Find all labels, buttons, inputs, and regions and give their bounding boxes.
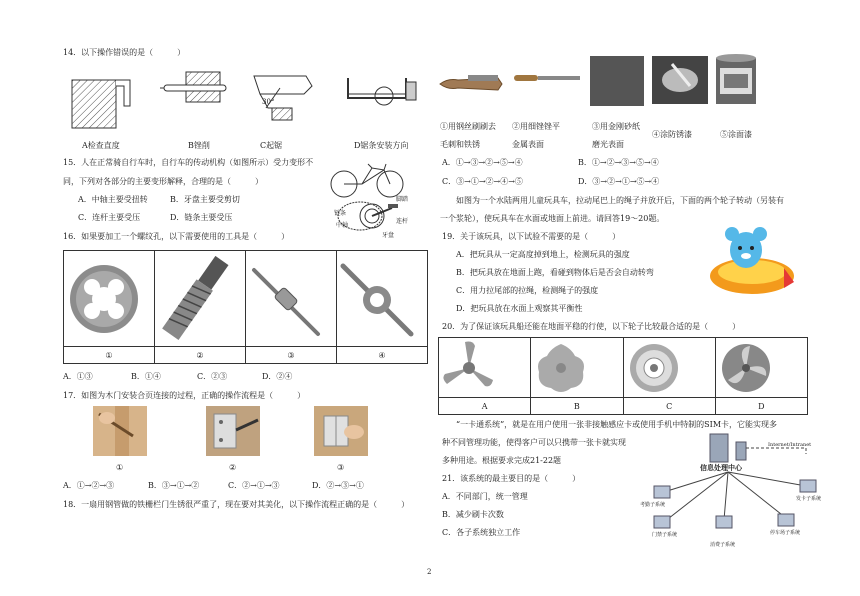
q20-wheel-b — [531, 338, 623, 398]
q16-tool-tap — [155, 251, 246, 347]
q18-option-d: D．③→②→①→⑤→④ — [578, 177, 660, 186]
q17-photo-3 — [314, 406, 368, 456]
q18-step2-line2: 金属表面 — [512, 140, 544, 149]
q20-stem: 20．为了保证该玩具船还能在地面平稳的行使，以下轮子比较最合适的是（ ） — [442, 322, 741, 331]
q16-option-d: D．②④ — [262, 372, 293, 381]
q15-label-chain: 链条 — [334, 210, 347, 217]
q16-tool-die — [64, 251, 155, 347]
q16-label-4: ④ — [337, 347, 428, 364]
q19-option-a: A．把玩具从一定高度掉到地上，检测玩具的强度 — [456, 250, 630, 259]
network-node-access: 门禁子系统 — [652, 532, 678, 538]
network-center-label: 信息处理中心 — [700, 463, 742, 472]
q17-label-1: ① — [116, 463, 124, 472]
q20-wheels-table — [438, 337, 808, 415]
q14-caption-d: D锯条安装方向 — [354, 141, 409, 150]
q16-stem: 16．如果要加工一个螺纹孔，以下需要使用的工具是（ ） — [63, 232, 290, 241]
q16-option-b: B．①④ — [131, 372, 161, 381]
q20-label-a: A — [439, 398, 531, 415]
q21-stem: 21．该系统的最主要目的是（ ） — [442, 474, 581, 483]
q15-label-crank: 连杆 — [396, 218, 409, 225]
q18-photo-file — [512, 70, 582, 86]
q15-stem-2: 同，下列对各部分的主要变形解释，合理的是（ ） — [63, 177, 263, 186]
q17-label-3: ③ — [337, 463, 345, 472]
q16-option-a: A．①③ — [63, 372, 93, 381]
q21-option-c: C．各子系统独立工作 — [442, 528, 521, 537]
q18-step1-line2: 毛刺和铁锈 — [440, 140, 480, 149]
q17-option-d: D．②→③→① — [312, 481, 364, 490]
q18-step2-line1: ②用细锉锉平 — [512, 122, 560, 131]
q19-option-b: B．把玩具放在地面上跑，看碰到物体后是否会自动转弯 — [456, 268, 654, 277]
q18-step3-line2: 磨光表面 — [592, 140, 624, 149]
q16-tool-die-stock — [337, 251, 428, 347]
q15-option-b: B．牙盘主要受剪切 — [170, 195, 240, 204]
q18-step3-line1: ③用金刚砂纸 — [592, 122, 640, 131]
q14-caption-a: A检查直度 — [82, 141, 120, 150]
q14-stem: 14．以下操作错误的是（ ） — [63, 48, 186, 57]
q20-label-b: B — [531, 398, 623, 415]
q17-option-c: C．②→①→③ — [228, 481, 280, 490]
q14-caption-b: B锉削 — [188, 141, 210, 150]
q14-angle-label: 30° — [262, 98, 275, 106]
q14-fig-a — [70, 76, 132, 134]
q18-option-b: B．①→②→③→⑤→④ — [578, 158, 659, 167]
page-number: 2 — [427, 568, 432, 576]
q18-step4-label: ④涂防锈漆 — [652, 130, 692, 139]
q15-stem-1: 15．人在正常骑自行车时，自行车的传动机构（如图所示）受力变形不 — [63, 158, 314, 167]
q15-option-c: C．连杆主要受压 — [78, 213, 141, 222]
q16-option-c: C．②③ — [197, 372, 228, 381]
q19-option-d: D．把玩具放在水面上观察其平衡性 — [456, 304, 583, 313]
q18-photo-paint-can — [712, 52, 760, 106]
network-diagram — [636, 430, 832, 552]
q18-option-a: A．①→③→②→⑤→④ — [442, 158, 523, 167]
q20-wheel-c — [623, 338, 715, 398]
q15-label-axle: 中轴 — [336, 222, 349, 229]
q20-wheel-d — [715, 338, 807, 398]
q20-label-c: C — [623, 398, 715, 415]
q17-stem: 17．如图为木门安装合页连接的过程，正确的操作流程是（ ） — [63, 391, 306, 400]
q18-stem: 18．一扇用钢管做的铁栅栏门生锈很严重了，现在要对其美化，以下操作流程正确的是（ ） — [63, 500, 410, 509]
intro-19-20-line1: 如图为一个水陆两用儿童玩具车，拉动尾巴上的绳子并放开后，下面的两个轮子转动（另装有 — [456, 196, 784, 205]
q17-option-a: A．①→②→③ — [63, 481, 115, 490]
q14-caption-c: C起锯 — [260, 141, 283, 150]
q18-step5-label: ⑤涂面漆 — [720, 130, 752, 139]
q15-bicycle-figure — [328, 160, 418, 242]
q18-photo-wire-brush — [438, 70, 504, 94]
q14-fig-c — [246, 68, 320, 124]
q17-photo-2 — [206, 406, 260, 456]
q14-fig-d — [342, 72, 418, 108]
network-node-consumption: 消费子系统 — [710, 542, 736, 548]
intro-21-22-line1: “一卡通系统”，就是在用户使用一张非接触感应卡或使用手机中特制的SIM卡，它能实现多 — [456, 420, 778, 429]
q16-tools-table — [63, 250, 428, 364]
network-node-parking: 停车场子系统 — [770, 530, 801, 536]
intro-21-22-line3: 多种用途。根据要求完成21-22题 — [442, 456, 562, 465]
q17-label-2: ② — [229, 463, 237, 472]
q18-step1-line1: ①用钢丝刷刷去 — [440, 122, 496, 131]
q14-fig-b — [160, 68, 232, 108]
q19-stem: 19．关于该玩具，以下试验不需要的是（ ） — [442, 232, 621, 241]
q21-option-b: B．减少刷卡次数 — [442, 510, 504, 519]
q20-label-d: D — [715, 398, 807, 415]
network-node-card-issue: 发卡子系统 — [796, 496, 822, 502]
q16-label-1: ① — [64, 347, 155, 364]
q16-tool-tap-wrench — [246, 251, 337, 347]
q15-label-pedal: 脚踏 — [396, 196, 409, 203]
network-node-attendance: 考勤子系统 — [640, 502, 666, 508]
q15-label-chainring: 牙盘 — [382, 232, 395, 239]
q16-label-2: ② — [155, 347, 246, 364]
q15-option-a: A．中轴主要受扭转 — [78, 195, 148, 204]
intro-21-22-line2: 种不同管理功能，使得客户可以只携带一张卡就实现 — [442, 438, 626, 447]
q18-photo-sandpaper — [590, 56, 644, 106]
q17-option-b: B．③→①→② — [148, 481, 200, 490]
q18-option-c: C．③→①→②→④→⑤ — [442, 177, 523, 186]
q20-wheel-a — [439, 338, 531, 398]
network-internet-label: Internet/Intranet — [768, 442, 812, 448]
q21-option-a: A．不同部门，统一管理 — [442, 492, 528, 501]
q19-toy-boat-image — [706, 212, 796, 304]
q16-label-3: ③ — [246, 347, 337, 364]
q15-option-d: D．链条主要受压 — [170, 213, 233, 222]
q19-option-c: C．用力拉尾部的拉绳，检测绳子的强度 — [456, 286, 599, 295]
intro-19-20-line2: 一个浆轮），使玩具车在水面或地面上前进。请回答19～20题。 — [440, 214, 665, 223]
q18-photo-primer — [652, 56, 708, 104]
q17-photo-1 — [93, 406, 147, 456]
